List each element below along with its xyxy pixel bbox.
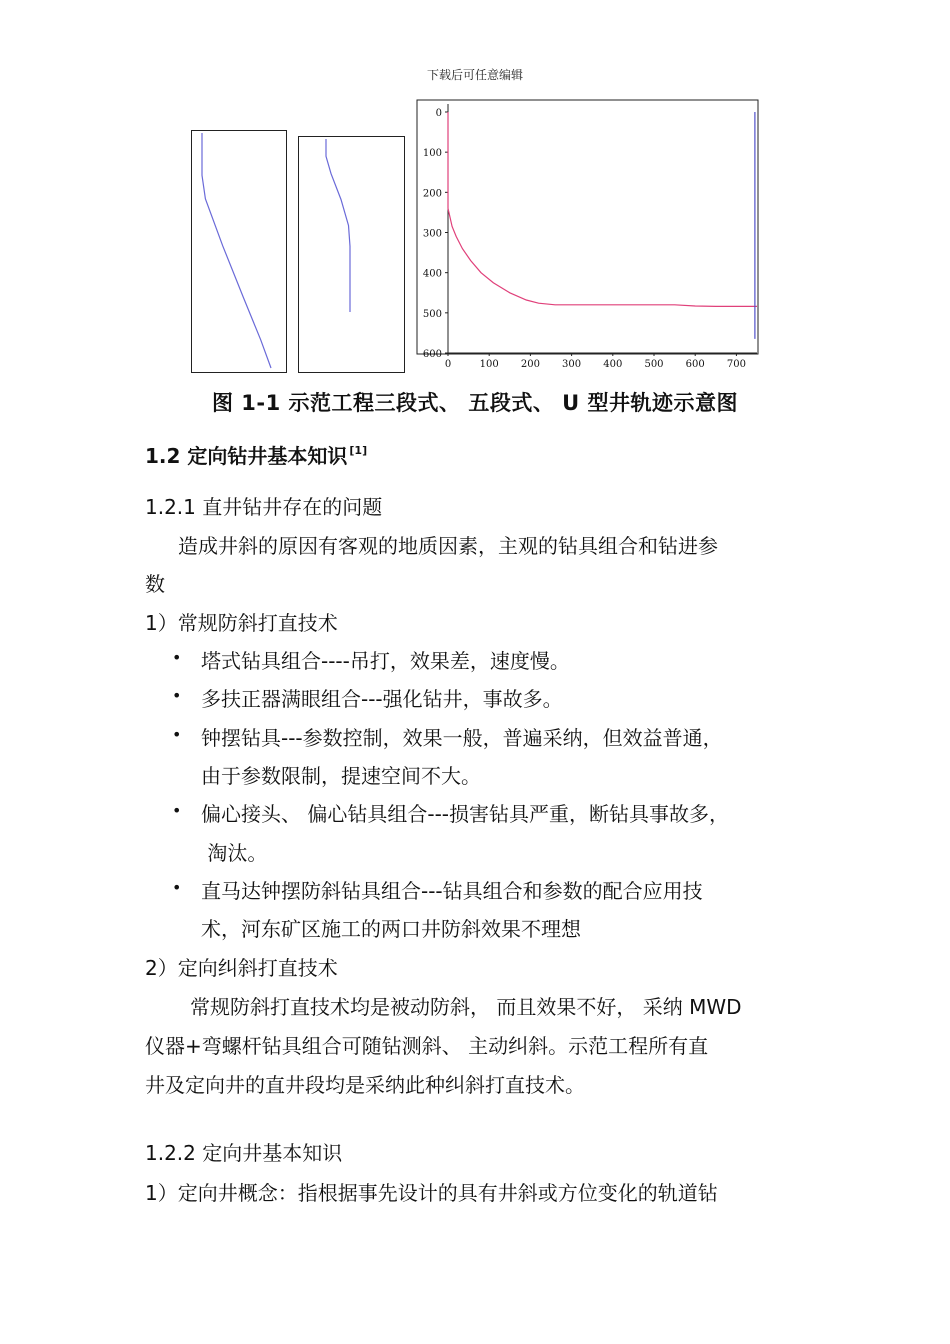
x-tick-label: 500 xyxy=(644,359,664,370)
list-item-3-heading: 1）定向井概念：指根据事先设计的具有井斜或方位变化的轨道钻 xyxy=(145,1181,718,1205)
bullet-text: 塔式钻具组合----吊打，效果差，速度慢。 xyxy=(201,649,570,673)
bullet-text: 多扶正器满眼组合---强化钻井，事故多。 xyxy=(201,687,563,711)
plot-frame xyxy=(417,100,758,354)
subsection-heading-1: 1.2.1 直井钻井存在的问题 xyxy=(145,495,383,519)
trajectory-plot-three-stage xyxy=(191,130,287,373)
u-shape-chart xyxy=(416,99,759,374)
three-stage-chart xyxy=(192,131,286,372)
section-heading xyxy=(145,440,367,469)
x-tick-label: 100 xyxy=(479,359,499,370)
page-header: 下载后可任意编辑 xyxy=(426,68,523,82)
y-tick-label: 500 xyxy=(422,308,442,320)
y-tick-label: 200 xyxy=(422,188,442,200)
subsection-heading-2: 1.2.2 定向井基本知识 xyxy=(145,1141,343,1165)
bullet-text: 偏心接头、 偏心钻具组合---损害钻具严重，断钻具事故多， xyxy=(201,802,730,826)
five-stage-chart xyxy=(299,137,404,372)
bullet-dot: • xyxy=(172,686,182,705)
y-tick-label: 300 xyxy=(422,228,442,240)
y-tick-label: 600 xyxy=(422,349,442,360)
bullet-dot: • xyxy=(172,801,182,820)
trajectory-plot-u-shape xyxy=(416,99,759,374)
trajectory-plot-five-stage xyxy=(298,136,405,373)
y-tick-label: 100 xyxy=(422,148,442,160)
x-tick-label: 200 xyxy=(520,359,540,370)
paragraph-2-line-3: 井及定向井的直井段均是采纳此种纠斜打直技术。 xyxy=(145,1073,585,1097)
paragraph-1-line-1: 造成井斜的原因有客观的地质因素，主观的钻具组合和钻进参 xyxy=(178,534,718,558)
paragraph-2-line-1: 常规防斜打直技术均是被动防斜， 而且效果不好， 采纳 MWD xyxy=(190,995,742,1019)
paragraph-2-line-2: 仪器+弯螺杆钻具组合可随钻测斜、 主动纠斜。示范工程所有直 xyxy=(145,1034,709,1058)
paragraph-1-line-2: 数 xyxy=(145,572,165,596)
y-tick-label: 400 xyxy=(422,268,442,280)
figure-caption: 图 1-1 示范工程三段式、 五段式、 U 型井轨迹示意图 xyxy=(211,391,739,415)
bullet-text: 钟摆钻具---参数控制，效果一般，普遍采纳，但效益普通， xyxy=(201,726,723,750)
y-tick-label: 0 xyxy=(435,108,442,119)
bullet-dot: • xyxy=(172,648,182,667)
trajectory-line xyxy=(202,133,271,368)
x-tick-label: 600 xyxy=(685,359,705,370)
x-tick-label: 0 xyxy=(444,359,452,370)
x-tick-label: 300 xyxy=(562,359,582,370)
bullet-text-continuation: 淘汰。 xyxy=(201,841,268,865)
bullet-text-continuation: 由于参数限制，提速空间不大。 xyxy=(201,764,481,788)
bullet-dot: • xyxy=(172,725,182,744)
x-tick-label: 400 xyxy=(603,359,623,370)
bullet-text: 直马达钟摆防斜钻具组合---钻具组合和参数的配合应用技 xyxy=(201,879,703,903)
list-item-2-heading: 2）定向纠斜打直技术 xyxy=(145,956,338,980)
reference-mark: [1] xyxy=(349,444,368,457)
trajectory-line xyxy=(326,139,350,312)
section-heading-text: 1.2 定向钻井基本知识 xyxy=(145,444,348,468)
x-tick-label: 700 xyxy=(726,359,746,370)
list-item-1-heading: 1）常规防斜打直技术 xyxy=(145,611,338,635)
bullet-text-continuation: 术，河东矿区施工的两口井防斜效果不理想 xyxy=(201,917,581,941)
bullet-dot: • xyxy=(172,878,182,897)
